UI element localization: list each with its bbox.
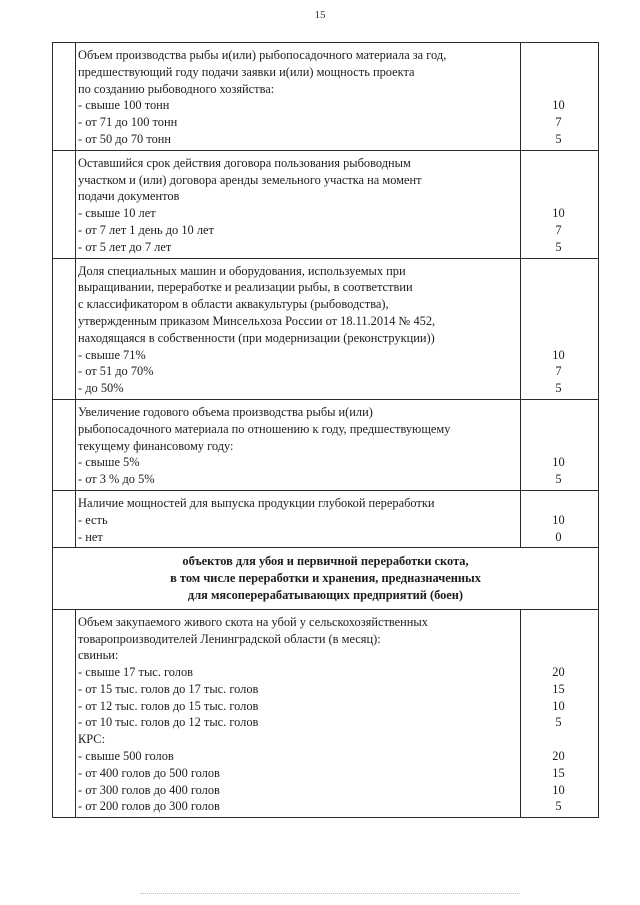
criterion-line: - от 50 до 70 тонн [78, 131, 172, 146]
score-value [523, 296, 594, 313]
criterion-title-line: Увеличение годового объема производства рыбы и(или) [78, 404, 373, 419]
row-number-cell [53, 258, 76, 399]
row-number-cell [53, 150, 76, 258]
criterion-text-cell [76, 490, 521, 547]
criterion-text-cell [76, 609, 521, 818]
criterion-line: - нет [78, 529, 103, 544]
score-cell [521, 609, 599, 818]
score-value [523, 731, 594, 748]
score-value [523, 404, 594, 421]
criterion-line: - от 15 тыс. голов до 17 тыс. голов [78, 681, 259, 696]
score-value: 7 [555, 222, 562, 237]
criterion-line: утвержденным приказом Минсельхоза России от 18.11.2014 № 452, [78, 313, 436, 328]
score-value [523, 631, 594, 648]
criteria-table-body [53, 43, 599, 818]
criterion-line: - от 3 % до 5% [78, 472, 155, 487]
score-value: 5 [555, 239, 562, 254]
criterion-line: текущему финансовому году: [78, 438, 234, 453]
criterion-line: подачи документов [78, 189, 180, 204]
score-cell [521, 258, 599, 399]
score-value: 10 [552, 782, 565, 797]
criterion-text-cell [76, 399, 521, 490]
score-value: 5 [555, 799, 562, 814]
score-value [523, 64, 594, 81]
criterion-line: - свыше 100 тонн [78, 98, 170, 113]
criterion-line: - от 300 голов до 400 голов [78, 782, 220, 797]
row-number-cell [53, 43, 76, 151]
criterion-line: - свыше 71% [78, 347, 146, 362]
criterion-line: - свыше 17 тыс. голов [78, 665, 193, 680]
score-value: 15 [552, 681, 565, 696]
criterion-line: - свыше 500 голов [78, 749, 174, 764]
criterion-line: рыбопосадочного материала по отношению к году, предшествующему [78, 421, 451, 436]
row-number-cell [53, 609, 76, 818]
score-cell [521, 43, 599, 151]
score-value: 7 [555, 364, 562, 379]
score-value: 10 [552, 347, 565, 362]
criterion-line: - от 12 тыс. голов до 15 тыс. голов [78, 698, 259, 713]
criterion-text-cell [76, 258, 521, 399]
criterion-line: предшествующий году подачи заявки и(или) мощность проекта [78, 64, 415, 79]
criterion-row [53, 43, 599, 151]
criterion-line: - от 200 голов до 300 голов [78, 799, 220, 814]
score-cell [521, 399, 599, 490]
criterion-line: - есть [78, 512, 108, 527]
section-heading-line: для мясоперерабатывающих предприятий (боен) [187, 587, 464, 602]
score-value [523, 647, 594, 664]
score-value: 7 [555, 115, 562, 130]
row-number-cell [53, 399, 76, 490]
score-value: 5 [555, 381, 562, 396]
section-heading-line: объектов для убоя и первичной переработки скота, [182, 554, 469, 569]
score-cell [521, 150, 599, 258]
score-value: 10 [552, 698, 565, 713]
criterion-row [53, 490, 599, 547]
score-value [523, 313, 594, 330]
section-heading-line: в том числе переработки и хранения, предназначенных [170, 571, 481, 586]
score-value: 15 [552, 765, 565, 780]
criterion-title-line: Доля специальных машин и оборудования, используемых при [78, 263, 406, 278]
criterion-text-cell [76, 43, 521, 151]
criterion-row [53, 258, 599, 399]
score-value [523, 263, 594, 280]
score-value: 10 [552, 455, 565, 470]
criterion-line: - от 51 до 70% [78, 364, 154, 379]
criterion-row [53, 399, 599, 490]
criterion-line: с классификатором в области аквакультуры (рыбоводства), [78, 297, 389, 312]
score-value: 0 [555, 529, 562, 544]
score-value [523, 495, 594, 512]
score-value [523, 155, 594, 172]
criterion-line: свиньи: [78, 648, 119, 663]
score-value: 10 [552, 206, 565, 221]
score-value [523, 188, 594, 205]
score-value [523, 279, 594, 296]
criterion-line: КРС: [78, 732, 106, 747]
row-number-cell [53, 490, 76, 547]
criterion-line: - от 10 тыс. голов до 12 тыс. голов [78, 715, 259, 730]
criteria-table [52, 42, 599, 818]
page-number: 15 [314, 9, 326, 21]
criterion-line: по созданию рыбоводного хозяйства: [78, 81, 275, 96]
criterion-line: - свыше 5% [78, 455, 140, 470]
criterion-text-cell [76, 150, 521, 258]
criterion-line: находящаяся в собственности (при модернизации (реконструкции)) [78, 330, 435, 345]
criterion-line: - свыше 10 лет [78, 206, 156, 221]
criterion-title-line: Наличие мощностей для выпуска продукции глубокой переработки [78, 495, 435, 510]
score-value: 20 [552, 749, 565, 764]
criterion-line: - от 5 лет до 7 лет [78, 239, 172, 254]
score-value [523, 47, 594, 64]
criterion-row [53, 609, 599, 818]
criterion-line: участком и (или) договора аренды земельного участка на момент [78, 172, 422, 187]
score-value [523, 421, 594, 438]
score-value: 5 [555, 472, 562, 487]
score-value [523, 438, 594, 455]
score-value: 10 [552, 512, 565, 527]
score-value [523, 81, 594, 98]
section-heading [53, 548, 599, 609]
criterion-row [53, 150, 599, 258]
criterion-title-line: Оставшийся срок действия договора пользования рыбоводным [78, 155, 411, 170]
score-value: 20 [552, 665, 565, 680]
score-value: 5 [555, 715, 562, 730]
criterion-line: товаропроизводителей Ленинградской области (в месяц): [78, 631, 381, 646]
score-value: 5 [555, 131, 562, 146]
page-bottom-rule [140, 893, 520, 894]
criterion-title-line: Объем производства рыбы и(или) рыбопосадочного материала за год, [78, 48, 447, 62]
score-value [523, 172, 594, 189]
score-cell [521, 490, 599, 547]
section-header-row [53, 548, 599, 609]
criterion-line: - от 71 до 100 тонн [78, 115, 178, 130]
score-value [523, 614, 594, 631]
criterion-line: выращивании, переработке и реализации рыбы, в соответствии [78, 280, 413, 295]
criterion-line: - от 7 лет 1 день до 10 лет [78, 222, 214, 237]
criterion-line: - от 400 голов до 500 голов [78, 765, 220, 780]
criterion-line: - до 50% [78, 381, 124, 396]
score-value: 10 [552, 98, 565, 113]
score-value [523, 330, 594, 347]
criterion-title-line: Объем закупаемого живого скота на убой у сельскохозяйственных [78, 614, 428, 629]
